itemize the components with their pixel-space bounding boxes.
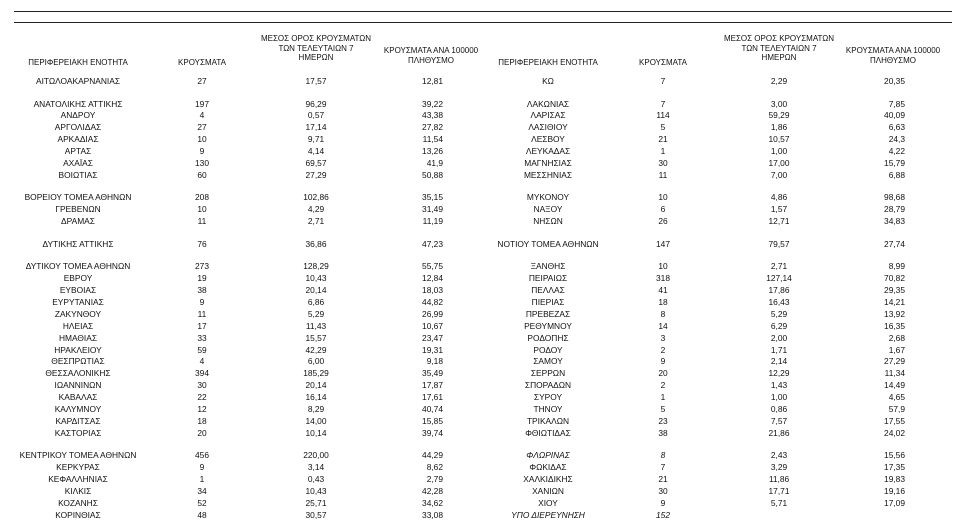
avg-cell: 4,14: [307, 146, 325, 157]
per100k-cell: 8,99: [888, 261, 905, 272]
per100k-cell: 1,67: [888, 344, 905, 355]
cases-cell: 5: [660, 404, 666, 414]
per100k-cell: 70,82: [884, 273, 905, 284]
avg-cell: 6,86: [307, 296, 325, 307]
avg-cell: 185,29: [303, 368, 329, 379]
cases-cell: 6: [660, 204, 666, 215]
cases-cell: 208: [195, 192, 209, 203]
per100k-cell: 4,22: [888, 146, 905, 157]
avg-cell: 5,71: [770, 497, 788, 508]
per100k-cell: 35,15: [422, 192, 443, 203]
cases-cell: 1: [199, 474, 205, 485]
per100k-cell: 12,84: [422, 273, 443, 284]
cases-cell: 318: [656, 273, 670, 284]
per100k-cell: 15,56: [884, 450, 905, 461]
cases-cell: 4: [199, 356, 205, 367]
per100k-cell: 14,21: [884, 296, 905, 307]
avg-cell: 2,00: [770, 332, 788, 343]
per100k-cell: 6,88: [888, 169, 905, 180]
cases-cell: 5: [660, 122, 666, 133]
region-cell: ΧΙΟΥ: [538, 497, 558, 508]
cases-cell: 273: [195, 261, 209, 272]
region-cell: ΦΩΚΙΔΑΣ: [529, 462, 567, 473]
avg-cell: 17,00: [768, 158, 790, 168]
avg-cell: 6,00: [307, 356, 325, 367]
per100k-cell: 27,29: [884, 356, 905, 367]
per100k-cell: 26,99: [422, 308, 443, 319]
region-cell: ΣΑΜΟΥ: [533, 356, 563, 367]
cases-cell: 7: [660, 76, 666, 86]
cases-cell: 30: [658, 486, 668, 496]
per100k-cell: 24,3: [888, 134, 905, 145]
cases-cell: 3: [660, 332, 666, 343]
right-header-cases: ΚΡΟΥΣΜΑΤΑ: [639, 58, 687, 67]
avg-cell: 8,29: [307, 404, 325, 414]
per100k-cell: 39,22: [422, 98, 443, 109]
avg-cell: 20,14: [305, 380, 327, 391]
cases-cell: 52: [197, 497, 207, 508]
region-cell: ΜΥΚΟΝΟΥ: [526, 192, 570, 203]
avg-cell: 2,71: [770, 261, 788, 272]
region-cell: ΠΕΛΛΑΣ: [531, 285, 565, 295]
region-cell: ΚΕΦΑΛΛΗΝΙΑΣ: [48, 474, 108, 485]
per100k-cell: 7,85: [888, 98, 905, 109]
cases-cell: 10: [197, 134, 207, 145]
cases-cell: 9: [660, 356, 666, 367]
per100k-cell: 40,09: [884, 110, 905, 121]
cases-cell: 11: [197, 308, 207, 319]
cases-cell: 1: [660, 392, 666, 403]
per100k-cell: 11,34: [884, 368, 905, 379]
per100k-cell: 14,49: [884, 380, 905, 391]
cases-cell: 147: [656, 238, 670, 249]
per100k-cell: 15,79: [884, 158, 905, 168]
region-cell: ΚΩ: [542, 76, 554, 86]
avg-cell: 128,29: [303, 261, 329, 272]
region-cell: ΑΡΤΑΣ: [64, 146, 92, 157]
per100k-cell: 55,75: [422, 261, 443, 272]
per100k-cell: 11,19: [422, 216, 443, 227]
per100k-cell: 31,49: [422, 204, 443, 215]
per100k-cell: 57,9: [888, 404, 905, 414]
region-cell: ΑΧΑΪΑΣ: [63, 158, 93, 168]
cases-cell: 9: [199, 462, 205, 473]
avg-cell: 17,86: [768, 285, 790, 295]
top-rule: [14, 11, 952, 12]
cases-cell: 30: [197, 380, 207, 391]
region-cell: ΔΥΤΙΚΗΣ ΑΤΤΙΚΗΣ: [42, 238, 114, 249]
per100k-cell: 18,03: [422, 285, 443, 295]
region-cell: ΦΘΙΩΤΙΔΑΣ: [525, 427, 571, 438]
per100k-cell: 20,35: [884, 76, 905, 86]
region-cell: ΗΡΑΚΛΕΙΟΥ: [54, 344, 102, 355]
region-cell: ΥΠΟ ΔΙΕΡΕΥΝΗΣΗ: [511, 509, 585, 520]
avg-cell: 16,43: [768, 296, 790, 307]
avg-cell: 3,14: [307, 462, 325, 473]
per100k-cell: 24,02: [884, 427, 905, 438]
avg-cell: 9,71: [307, 134, 325, 145]
cases-cell: 30: [658, 158, 668, 168]
avg-cell: 17,71: [768, 486, 790, 496]
cases-cell: 2: [660, 380, 666, 391]
avg-cell: 10,43: [305, 486, 327, 496]
avg-cell: 7,00: [770, 169, 788, 180]
per100k-cell: 34,83: [884, 216, 905, 227]
avg-cell: 220,00: [303, 450, 329, 461]
avg-cell: 11,86: [768, 474, 790, 485]
cases-cell: 26: [658, 216, 668, 227]
region-cell: ΘΕΣΣΑΛΟΝΙΚΗΣ: [45, 368, 111, 379]
cases-cell: 48: [197, 509, 207, 520]
per100k-cell: 27,74: [884, 238, 905, 249]
avg-cell: 127,14: [766, 273, 792, 284]
region-cell: ΣΥΡΟΥ: [533, 392, 563, 403]
avg-cell: 30,57: [305, 509, 327, 520]
avg-cell: 27,29: [305, 169, 327, 180]
avg-cell: 1,43: [770, 380, 788, 391]
avg-cell: 0,86: [770, 404, 788, 414]
cases-cell: 1: [660, 146, 666, 157]
region-cell: ΑΝΑΤΟΛΙΚΗΣ ΑΤΤΙΚΗΣ: [33, 98, 123, 109]
region-cell: ΛΑΡΙΣΑΣ: [530, 110, 566, 121]
avg-cell: 2,29: [770, 76, 788, 86]
region-cell: ΘΕΣΠΡΩΤΙΑΣ: [51, 356, 105, 367]
cases-cell: 4: [199, 110, 205, 121]
region-cell: ΚΙΛΚΙΣ: [64, 486, 92, 496]
left-header-per100k: ΚΡΟΥΣΜΑΤΑ ΑΝΑ 100000 ΠΛΗΘΥΣΜΟ: [383, 46, 479, 65]
region-cell: ΤΡΙΚΑΛΩΝ: [526, 415, 570, 426]
per100k-cell: 11,54: [422, 134, 443, 145]
cases-cell: 38: [658, 427, 668, 438]
region-cell: ΛΑΣΙΘΙΟΥ: [528, 122, 568, 133]
per100k-cell: 47,23: [422, 238, 443, 249]
region-cell: ΚΑΛΥΜΝΟΥ: [54, 404, 102, 414]
region-cell: ΚΟΡΙΝΘΙΑΣ: [55, 509, 101, 520]
cases-cell: 18: [658, 296, 668, 307]
region-cell: ΔΥΤΙΚΟΥ ΤΟΜΕΑ ΑΘΗΝΩΝ: [25, 261, 131, 272]
avg-cell: 1,86: [770, 122, 788, 133]
avg-cell: 42,29: [305, 344, 327, 355]
avg-cell: 1,57: [770, 204, 788, 215]
cases-cell: 9: [199, 296, 205, 307]
avg-cell: 7,57: [770, 415, 788, 426]
region-cell: ΗΛΕΙΑΣ: [62, 320, 94, 331]
avg-cell: 3,29: [770, 462, 788, 473]
avg-cell: 0,57: [307, 110, 325, 121]
cases-cell: 197: [195, 98, 209, 109]
region-cell: ΝΗΣΩΝ: [533, 216, 563, 227]
avg-cell: 5,29: [770, 308, 788, 319]
per100k-cell: 9,18: [426, 356, 443, 367]
cases-cell: 17: [197, 320, 207, 331]
avg-cell: 14,00: [305, 415, 327, 426]
cases-cell: 18: [197, 415, 207, 426]
region-cell: ΚΟΖΑΝΗΣ: [58, 497, 98, 508]
region-cell: ΑΙΤΩΛΟΑΚΑΡΝΑΝΙΑΣ: [35, 76, 121, 86]
cases-cell: 21: [658, 134, 668, 145]
region-cell: ΚΕΡΚΥΡΑΣ: [56, 462, 100, 473]
per100k-cell: 19,31: [422, 344, 443, 355]
region-cell: ΚΑΒΑΛΑΣ: [58, 392, 98, 403]
region-cell: ΑΝΔΡΟΥ: [60, 110, 96, 121]
per100k-cell: 43,38: [422, 110, 443, 121]
cases-cell: 20: [197, 427, 207, 438]
region-cell: ΡΟΔΟΠΗΣ: [527, 332, 569, 343]
per100k-cell: 44,82: [422, 296, 443, 307]
region-cell: ΕΥΡΥΤΑΝΙΑΣ: [52, 296, 104, 307]
per100k-cell: 12,81: [422, 76, 443, 86]
per100k-cell: 23,47: [422, 332, 443, 343]
avg-cell: 17,14: [305, 122, 327, 133]
avg-cell: 4,29: [307, 204, 325, 215]
per100k-cell: 44,29: [422, 450, 443, 461]
avg-cell: 11,43: [305, 320, 327, 331]
right-header-region: ΠΕΡΙΦΕΡΕΙΑΚΗ ΕΝΟΤΗΤΑ: [498, 58, 598, 67]
per100k-cell: 13,26: [422, 146, 443, 157]
cases-cell: 8: [660, 450, 666, 461]
region-cell: ΣΠΟΡΑΔΩΝ: [524, 380, 572, 391]
per100k-cell: 42,28: [422, 486, 443, 496]
per100k-cell: 10,67: [422, 320, 443, 331]
region-cell: ΝΟΤΙΟΥ ΤΟΜΕΑ ΑΘΗΝΩΝ: [497, 238, 599, 249]
region-cell: ΠΙΕΡΙΑΣ: [531, 296, 565, 307]
avg-cell: 15,57: [305, 332, 327, 343]
per100k-cell: 17,87: [422, 380, 443, 391]
region-cell: ΜΕΣΣΗΝΙΑΣ: [523, 169, 573, 180]
region-cell: ΒΟΙΩΤΙΑΣ: [58, 169, 98, 180]
left-header-cases: ΚΡΟΥΣΜΑΤΑ: [178, 58, 226, 67]
avg-cell: 79,57: [768, 238, 790, 249]
region-cell: ΣΕΡΡΩΝ: [530, 368, 566, 379]
avg-cell: 1,00: [770, 146, 788, 157]
cases-cell: 9: [660, 497, 666, 508]
avg-cell: 3,00: [770, 98, 788, 109]
left-header-region: ΠΕΡΙΦΕΡΕΙΑΚΗ ΕΝΟΤΗΤΑ: [28, 58, 128, 67]
per100k-cell: 39,74: [422, 427, 443, 438]
cases-cell: 14: [658, 320, 668, 331]
per100k-cell: 13,92: [884, 308, 905, 319]
cases-cell: 9: [199, 146, 205, 157]
per100k-cell: 27,82: [422, 122, 443, 133]
cases-cell: 33: [197, 332, 207, 343]
cases-cell: 8: [660, 308, 666, 319]
avg-cell: 10,57: [768, 134, 790, 145]
avg-cell: 20,14: [305, 285, 327, 295]
avg-cell: 2,14: [770, 356, 788, 367]
region-cell: ΕΒΡΟΥ: [63, 273, 93, 284]
cases-cell: 19: [197, 273, 207, 284]
avg-cell: 1,71: [770, 344, 788, 355]
region-cell: ΛΕΥΚΑΔΑΣ: [525, 146, 571, 157]
region-cell: ΒΟΡΕΙΟΥ ΤΟΜΕΑ ΑΘΗΝΩΝ: [24, 192, 132, 203]
region-cell: ΛΕΣΒΟΥ: [531, 134, 565, 145]
cases-cell: 10: [658, 192, 668, 203]
cases-cell: 41: [658, 285, 668, 295]
cases-cell: 114: [656, 110, 670, 121]
avg-cell: 96,29: [305, 98, 327, 109]
region-cell: ΑΡΚΑΔΙΑΣ: [57, 134, 99, 145]
region-cell: ΤΗΝΟΥ: [533, 404, 563, 414]
region-cell: ΚΑΡΔΙΤΣΑΣ: [55, 415, 101, 426]
avg-cell: 6,29: [770, 320, 788, 331]
right-header-avg: ΜΕΣΟΣ ΟΡΟΣ ΚΡΟΥΣΜΑΤΩΝ ΤΩΝ ΤΕΛΕΥΤΑΙΩΝ 7 ΗΜΕΡΩΝ: [723, 34, 835, 62]
cases-cell: 27: [197, 122, 207, 133]
avg-cell: 2,43: [770, 450, 788, 461]
cases-cell: 11: [658, 169, 668, 180]
cases-cell: 23: [658, 415, 668, 426]
cases-cell: 456: [195, 450, 209, 461]
region-cell: ΛΑΚΩΝΙΑΣ: [526, 98, 570, 109]
avg-cell: 36,86: [305, 238, 327, 249]
region-cell: ΧΑΛΚΙΔΙΚΗΣ: [523, 474, 573, 485]
per100k-cell: 28,79: [884, 204, 905, 215]
region-cell: ΙΩΑΝΝΙΝΩΝ: [54, 380, 102, 391]
cases-cell: 27: [197, 76, 207, 86]
right-header-per100k: ΚΡΟΥΣΜΑΤΑ ΑΝΑ 100000 ΠΛΗΘΥΣΜΟ: [845, 46, 941, 65]
cases-cell: 130: [195, 158, 209, 168]
cases-cell: 10: [658, 261, 668, 272]
region-cell: ΡΕΘΥΜΝΟΥ: [524, 320, 572, 331]
avg-cell: 16,14: [305, 392, 327, 403]
cases-cell: 7: [660, 98, 666, 109]
per100k-cell: 35,49: [422, 368, 443, 379]
cases-cell: 34: [197, 486, 207, 496]
region-cell: ΚΑΣΤΟΡΙΑΣ: [54, 427, 102, 438]
avg-cell: 12,71: [768, 216, 790, 227]
region-cell: ΕΥΒΟΙΑΣ: [59, 285, 97, 295]
cases-cell: 20: [658, 368, 668, 379]
avg-cell: 25,71: [305, 497, 327, 508]
cases-cell: 76: [197, 238, 207, 249]
region-cell: ΠΕΙΡΑΙΩΣ: [528, 273, 568, 284]
cases-cell: 11: [197, 216, 207, 227]
avg-cell: 4,86: [770, 192, 788, 203]
region-cell: ΧΑΝΙΩΝ: [532, 486, 564, 496]
avg-cell: 10,43: [305, 273, 327, 284]
per100k-cell: 17,61: [422, 392, 443, 403]
cases-cell: 394: [195, 368, 209, 379]
region-cell: ΔΡΑΜΑΣ: [61, 216, 95, 227]
avg-cell: 59,29: [768, 110, 790, 121]
region-cell: ΓΡΕΒΕΝΩΝ: [55, 204, 101, 215]
region-cell: ΖΑΚΥΝΘΟΥ: [54, 308, 102, 319]
region-cell: ΗΜΑΘΙΑΣ: [58, 332, 98, 343]
per100k-cell: 8,62: [426, 462, 443, 473]
per100k-cell: 50,88: [422, 169, 443, 180]
region-cell: ΝΑΞΟΥ: [533, 204, 563, 215]
region-cell: ΠΡΕΒΕΖΑΣ: [525, 308, 571, 319]
region-cell: ΜΑΓΝΗΣΙΑΣ: [524, 158, 572, 168]
header-rule: [14, 22, 952, 23]
avg-cell: 10,14: [305, 427, 327, 438]
cases-cell: 10: [197, 204, 207, 215]
left-header-avg: ΜΕΣΟΣ ΟΡΟΣ ΚΡΟΥΣΜΑΤΩΝ ΤΩΝ ΤΕΛΕΥΤΑΙΩΝ 7 ΗΜΕΡΩΝ: [260, 34, 372, 62]
per100k-cell: 19,83: [884, 474, 905, 485]
per100k-cell: 4,65: [888, 392, 905, 403]
per100k-cell: 6,63: [888, 122, 905, 133]
per100k-cell: 34,62: [422, 497, 443, 508]
per100k-cell: 17,35: [884, 462, 905, 473]
avg-cell: 5,29: [307, 308, 325, 319]
cases-cell: 7: [660, 462, 666, 473]
region-cell: ΡΟΔΟΥ: [533, 344, 563, 355]
avg-cell: 102,86: [303, 192, 329, 203]
avg-cell: 17,57: [305, 76, 327, 86]
per100k-cell: 98,68: [884, 192, 905, 203]
cases-cell: 2: [660, 344, 666, 355]
per100k-cell: 17,55: [884, 415, 905, 426]
cases-cell: 38: [197, 285, 207, 295]
region-cell: ΦΛΩΡΙΝΑΣ: [526, 450, 570, 461]
avg-cell: 21,86: [768, 427, 790, 438]
cases-cell: 59: [197, 344, 207, 355]
region-cell: ΞΑΝΘΗΣ: [530, 261, 566, 272]
cases-cell: 152: [656, 509, 670, 520]
per100k-cell: 15,85: [422, 415, 443, 426]
cases-cell: 60: [197, 169, 207, 180]
cases-cell: 21: [658, 474, 668, 485]
per100k-cell: 17,09: [884, 497, 905, 508]
per100k-cell: 2,79: [426, 474, 443, 485]
per100k-cell: 19,16: [884, 486, 905, 496]
per100k-cell: 29,35: [884, 285, 905, 295]
avg-cell: 12,29: [768, 368, 790, 379]
per100k-cell: 16,35: [884, 320, 905, 331]
avg-cell: 2,71: [307, 216, 325, 227]
per100k-cell: 40,74: [422, 404, 443, 414]
region-cell: ΚΕΝΤΡΙΚΟΥ ΤΟΜΕΑ ΑΘΗΝΩΝ: [19, 450, 137, 461]
per100k-cell: 33,08: [422, 509, 443, 520]
avg-cell: 1,00: [770, 392, 788, 403]
avg-cell: 69,57: [305, 158, 327, 168]
per100k-cell: 2,68: [888, 332, 905, 343]
per100k-cell: 41,9: [426, 158, 443, 168]
cases-cell: 12: [197, 404, 207, 414]
avg-cell: 0,43: [307, 474, 325, 485]
region-cell: ΑΡΓΟΛΙΔΑΣ: [54, 122, 102, 133]
cases-cell: 22: [197, 392, 207, 403]
